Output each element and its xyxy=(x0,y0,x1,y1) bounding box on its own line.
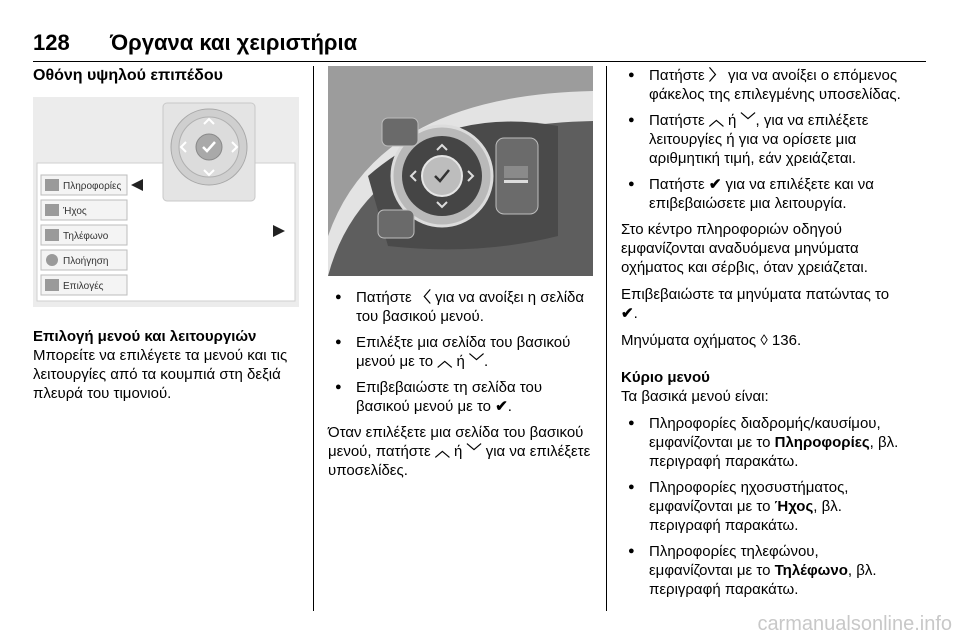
main-menu-list xyxy=(621,414,903,599)
header-rule xyxy=(33,61,926,62)
column-1 xyxy=(33,66,299,411)
subheading-main-menu: Κύριο μενού xyxy=(621,369,710,386)
menu-item-info: Πληροφορίες xyxy=(63,181,122,192)
display-menu-drawing xyxy=(33,97,299,307)
column-divider-1 xyxy=(313,66,314,611)
column-divider-2 xyxy=(606,66,607,611)
body-text: Στο κέντρο πληροφοριών οδηγού εμφανίζονται αναδυόμενα μηνύματα οχήματος και σέρβις, όταν χρειάζεται. xyxy=(621,221,868,276)
watermark: carmanualsonline.info xyxy=(757,613,952,635)
menu-list xyxy=(41,175,127,295)
display-menu-illustration xyxy=(33,97,299,307)
chevron-up-icon: ︿ xyxy=(437,353,453,370)
checkmark-icon: ✔ xyxy=(621,305,634,322)
menu-item-navigation: Πλοήγηση xyxy=(63,256,109,267)
menu-item-audio: Ήχος xyxy=(63,206,87,217)
cross-reference[interactable]: Μηνύματα οχήματος ◊ 136. xyxy=(621,332,802,349)
list-item: ● Πατήστε ✔ για να επιλέξετε και να επιβεβαιώσετε μια λειτουργία. xyxy=(621,175,903,213)
list-item: ● Πληροφορίες ηχοσυστήματος, εμφανίζονται με το Ήχος, βλ. περιγραφή παρακάτω. xyxy=(621,478,903,535)
list-item: ● Πληροφορίες τηλεφώνου, εμφανίζονται με το Τηλέφωνο, βλ. περιγραφή παρακάτω. xyxy=(621,542,903,599)
chevron-left-icon: 〈 xyxy=(415,289,431,306)
lower-left-button xyxy=(378,210,414,238)
chevron-down-icon: ﹀ xyxy=(468,353,484,370)
checkmark-icon: ✔ xyxy=(708,176,722,193)
menu-item-phone: Τηλέφωνο xyxy=(63,231,109,242)
section-title: Οθόνη υψηλού επιπέδου xyxy=(33,67,223,84)
column-3 xyxy=(621,66,903,606)
body-text: Όταν επιλέξετε μια σελίδα του βασικού μενού, πατήστε ︿ ή ﹀ για να επιλέξετε υποσελίδες. xyxy=(328,424,591,479)
chevron-down-icon: ﹀ xyxy=(466,443,482,460)
instruction-list xyxy=(328,288,593,416)
page-reference-icon: ◊ xyxy=(760,332,768,349)
body-text: Επιβεβαιώστε τα μηνύματα πατώντας το ✔. xyxy=(621,286,890,322)
list-item: ● Πληροφορίες διαδρομής/καυσίμου, εμφανίζονται με το Πληροφορίες, βλ. περιγραφή παρακάτω. xyxy=(621,414,903,471)
checkmark-icon: ✔ xyxy=(495,398,508,415)
list-item: ● Πατήστε ︿ ή ﹀, για να επιλέξετε λειτουργίες ή για να ορίσετε μια αριθμητική τιμή, εάν χρειάζεται. xyxy=(621,111,903,168)
steering-wheel-drawing xyxy=(328,66,593,276)
list-item: ● Πατήστε 〉 για να ανοίξει ο επόμενος φάκελος της επιλεγμένης υποσελίδας. xyxy=(621,66,903,104)
subheading-menu-selection: Επιλογή μενού και λειτουργιών xyxy=(33,328,257,345)
instruction-list xyxy=(621,66,903,213)
body-text: Μπορείτε να επιλέγετε τα μενού και τις λειτουργίες από τα κουμπιά στη δεξιά πλευρά του τιμονιού. xyxy=(33,347,288,402)
body-text: Τα βασικά μενού είναι: xyxy=(621,388,769,405)
chapter-title: Όργανα και χειριστήρια xyxy=(110,30,358,55)
chevron-up-icon: ︿ xyxy=(708,112,724,129)
list-item: ● Πατήστε 〈 για να ανοίξει η σελίδα του βασικού μενού. xyxy=(328,288,593,326)
chevron-right-icon: 〉 xyxy=(708,67,724,84)
page-number: 128 xyxy=(33,30,70,55)
column-2 xyxy=(328,66,593,488)
list-item: ● Επιλέξτε μια σελίδα του βασικού μενού με το ︿ ή ﹀. xyxy=(328,333,593,371)
page-header xyxy=(33,22,926,62)
list-item: ● Επιβεβαιώστε τη σελίδα του βασικού μενού με το ✔. xyxy=(328,378,593,416)
chevron-up-icon: ︿ xyxy=(434,443,450,460)
upper-left-button xyxy=(382,118,418,146)
chevron-down-icon: ﹀ xyxy=(740,112,756,129)
menu-item-options: Επιλογές xyxy=(63,281,104,292)
steering-wheel-illustration xyxy=(328,66,593,276)
